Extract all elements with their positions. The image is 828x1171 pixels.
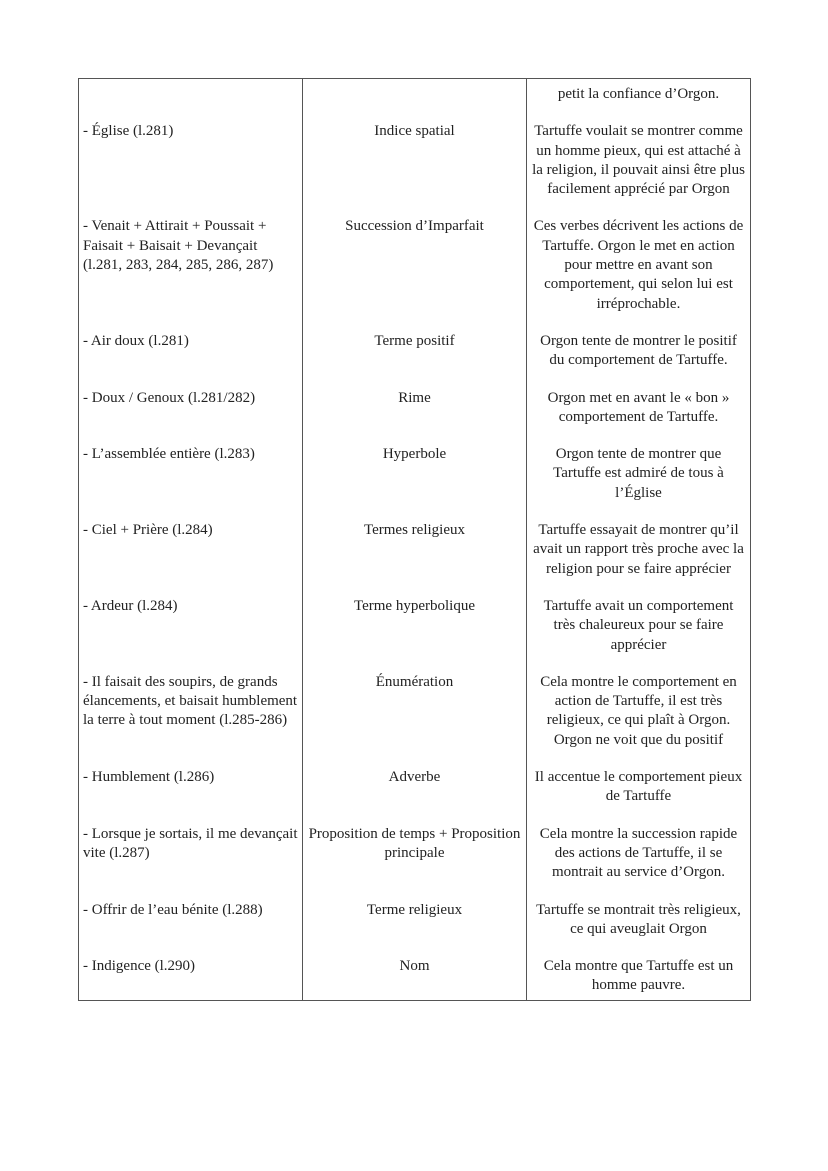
quote-cell: - Offrir de l’eau bénite (l.288) xyxy=(79,901,303,958)
interpretation-cell: Cela montre le comportement en action de Tartuffe, il est très religieux, ce qui plaît à Orgon. Orgon ne voit que du positif xyxy=(527,673,751,768)
interpretation-cell: Ces verbes décrivent les actions de Tartuffe. Orgon le met en action pour mettre en avant son comportement, qui selon lui est irréprochable. xyxy=(527,217,751,331)
quote-cell: - Doux / Genoux (l.281/282) xyxy=(79,389,303,446)
quote-cell: - Humblement (l.286) xyxy=(79,768,303,825)
table-row xyxy=(79,217,751,331)
table-row xyxy=(79,122,751,217)
quote-cell: - L’assemblée entière (l.283) xyxy=(79,445,303,521)
interpretation-cell: Orgon tente de montrer le positif du comportement de Tartuffe. xyxy=(527,332,751,389)
table-row xyxy=(79,825,751,901)
quote-cell: - Ardeur (l.284) xyxy=(79,597,303,673)
table-row xyxy=(79,597,751,673)
interpretation-cell: Tartuffe voulait se montrer comme un homme pieux, qui est attaché à la religion, il pouvait ainsi être plus facilement apprécié par Orgon xyxy=(527,122,751,217)
table-row xyxy=(79,445,751,521)
device-cell: Proposition de temps + Proposition principale xyxy=(303,825,527,901)
table-row xyxy=(79,332,751,389)
table-row xyxy=(79,957,751,1000)
quote-cell: - Il faisait des soupirs, de grands élancements, et baisait humblement la terre à tout moment (l.285-286) xyxy=(79,673,303,768)
device-cell: Terme positif xyxy=(303,332,527,389)
device-cell: Indice spatial xyxy=(303,122,527,217)
device-cell: Hyperbole xyxy=(303,445,527,521)
interpretation-cell: Tartuffe essayait de montrer qu’il avait un rapport très proche avec la religion pour se faire apprécier xyxy=(527,521,751,597)
quote-cell: - Air doux (l.281) xyxy=(79,332,303,389)
interpretation-cell: petit la confiance d’Orgon. xyxy=(527,79,751,123)
table-row xyxy=(79,389,751,446)
device-cell: Adverbe xyxy=(303,768,527,825)
table-body xyxy=(79,79,751,1001)
interpretation-cell: Cela montre que Tartuffe est un homme pauvre. xyxy=(527,957,751,1000)
quote-cell: - Ciel + Prière (l.284) xyxy=(79,521,303,597)
interpretation-cell: Cela montre la succession rapide des actions de Tartuffe, il se montrait au service d’Orgon. xyxy=(527,825,751,901)
device-cell: Nom xyxy=(303,957,527,1000)
table-row xyxy=(79,768,751,825)
interpretation-cell: Orgon tente de montrer que Tartuffe est admiré de tous à l’Église xyxy=(527,445,751,521)
interpretation-cell: Tartuffe avait un comportement très chaleureux pour se faire apprécier xyxy=(527,597,751,673)
table-row xyxy=(79,79,751,123)
interpretation-cell: Orgon met en avant le « bon » comportement de Tartuffe. xyxy=(527,389,751,446)
table-row xyxy=(79,521,751,597)
interpretation-cell: Tartuffe se montrait très religieux, ce qui aveuglait Orgon xyxy=(527,901,751,958)
table-row xyxy=(79,673,751,768)
quote-cell xyxy=(79,79,303,123)
device-cell: Rime xyxy=(303,389,527,446)
device-cell: Terme religieux xyxy=(303,901,527,958)
quote-cell: - Église (l.281) xyxy=(79,122,303,217)
quote-cell: - Venait + Attirait + Poussait + Faisait + Baisait + Devançait (l.281, 283, 284, 285, 286, 287) xyxy=(79,217,303,331)
quote-cell: - Lorsque je sortais, il me devançait vite (l.287) xyxy=(79,825,303,901)
quote-cell: - Indigence (l.290) xyxy=(79,957,303,1000)
interpretation-cell: Il accentue le comportement pieux de Tartuffe xyxy=(527,768,751,825)
device-cell: Succession d’Imparfait xyxy=(303,217,527,331)
device-cell: Terme hyperbolique xyxy=(303,597,527,673)
analysis-table xyxy=(78,78,751,1001)
table-row xyxy=(79,901,751,958)
device-cell xyxy=(303,79,527,123)
device-cell: Termes religieux xyxy=(303,521,527,597)
device-cell: Énumération xyxy=(303,673,527,768)
